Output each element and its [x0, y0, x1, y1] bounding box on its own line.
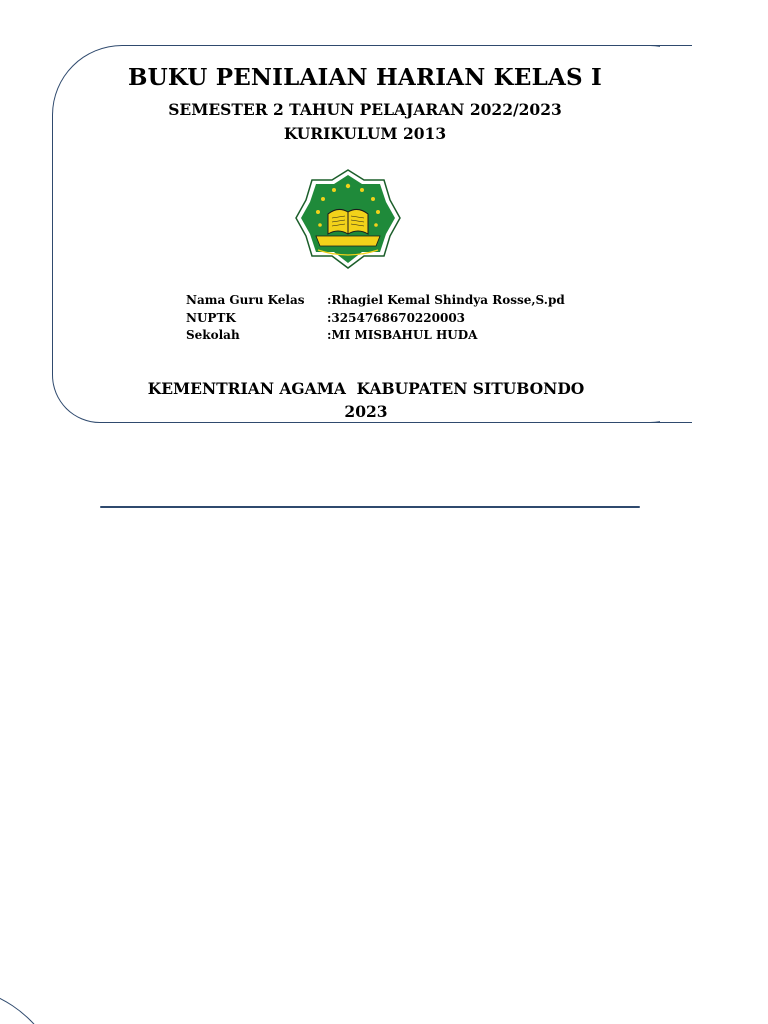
page-corner-decoration — [0, 985, 80, 1024]
info-value: :3254768670220003 — [327, 310, 466, 325]
info-value: :Rhagiel Kemal Shindya Rosse,S.pd — [327, 293, 565, 307]
info-label: Sekolah — [186, 328, 240, 342]
info-row-school — [186, 327, 565, 345]
info-value: :MI MISBAHUL HUDA — [327, 328, 478, 342]
divider-line — [100, 506, 640, 508]
ministry-text: KEMENTRIAN AGAMA KABUPATEN SITUBONDO — [147, 379, 585, 398]
info-row-teacher — [186, 292, 565, 310]
info-row-nuptk — [186, 310, 565, 328]
curriculum-label: KURIKULUM 2013 — [283, 124, 447, 143]
year-label: 2023 — [344, 402, 388, 421]
ministry-label — [0, 379, 732, 398]
info-label: Nama Guru Kelas — [186, 293, 305, 307]
info-label: NUPTK — [186, 310, 236, 325]
school-emblem-icon — [294, 168, 402, 270]
document-title: BUKU PENILAIAN HARIAN KELAS I — [127, 64, 603, 91]
document-subtitle: SEMESTER 2 TAHUN PELAJARAN 2022/2023 — [168, 100, 562, 119]
teacher-info — [186, 292, 565, 345]
